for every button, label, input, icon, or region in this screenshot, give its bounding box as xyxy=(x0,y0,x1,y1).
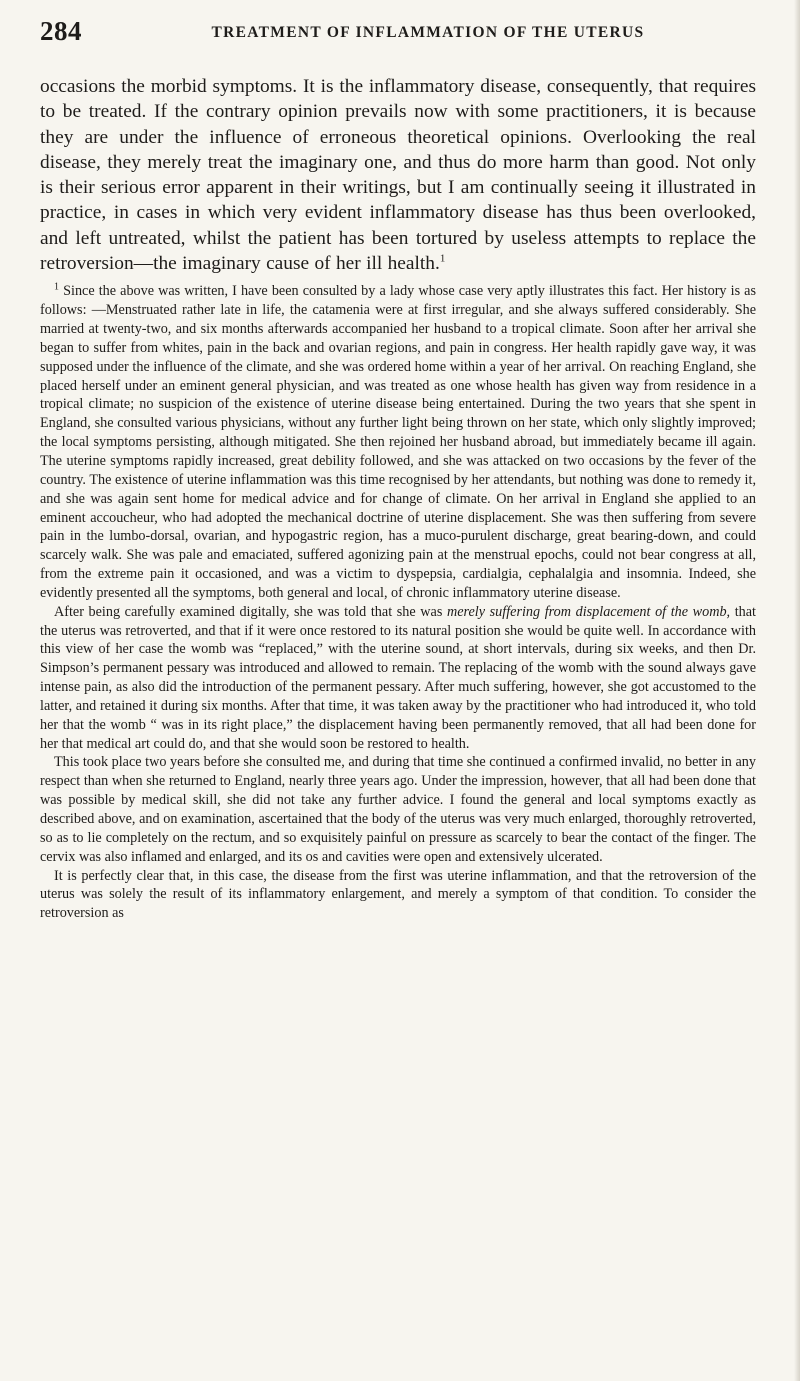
footnote-paragraph-2-end: that the uterus was retroverted, and that if it were once restored to its natural position she would be quite well. In accordance with this view of her case the womb was “replaced,” with the uterine sound, at short intervals, during six weeks, and then Dr. Simpson’s permanent pessary was introduced and allowed to remain. The replacing of the womb with the sound always gave intense pain, as also did the introduction of the permanent pessary. After much suffering, however, she got accustomed to the latter, and retained it during six months. After that time, it was taken away by the practitioner who had introduced it, who told her that the womb “ was in its right place,” the displacement having been permanently removed, that all had been done for her that medical art could do, and that she would soon be restored to health. xyxy=(40,603,756,752)
footnote-paragraph-2-italic: merely suffering from displacement of the womb, xyxy=(446,603,731,620)
page-number: 284 xyxy=(40,16,82,46)
footnote-reference: 1 xyxy=(439,252,446,265)
footnote-paragraph-2 xyxy=(40,603,756,754)
footnote-paragraph-4: It is perfectly clear that, in this case, the disease from the first was uterine inflammation, and that the retroversion of the uterus was solely the result of its inflammatory enlargement, and merely a symptom of that condition. To consider the retroversion as xyxy=(40,867,756,922)
footnote-paragraph-3: This took place two years before she consulted me, and during that time she continued a confirmed invalid, no better in any respect than when she returned to England, nearly three years ago. Under the impression, however, that all had been done that was possible by medical skill, she did not take any further advice. I found the general and local symptoms exactly as described above, and on examination, ascertained that the body of the uterus was very much enlarged, thoroughly retroverted, so as to lie completely on the rectum, and so exquisitely painful on pressure as scarcely to bear the contact of the finger. The cervix was also inflamed and enlarged, and its os and cavities were open and extensively ulcerated. xyxy=(40,754,756,865)
page-edge-shadow xyxy=(794,0,800,1381)
main-paragraph xyxy=(40,74,756,276)
running-title: TREATMENT OF INFLAMMATION OF THE UTERUS xyxy=(211,24,645,41)
footnote-marker: 1 xyxy=(54,281,59,293)
book-page xyxy=(40,14,756,923)
page-header xyxy=(40,14,756,60)
footnote-paragraph-1 xyxy=(40,282,756,602)
footnote-paragraph-1-text: Since the above was written, I have been consulted by a lady whose case very aptly illustrates this fact. Her history is as follows: —Menstruated rather late in life, the catamenia were at first irregular, and she always suffered considerably. She married at twenty-two, and six months afterwards accompanied her husband to a tropical climate. Soon after her arrival she began to suffer from whites, pain in the back and ovarian regions, and pain in congress. Her health rapidly gave way, it was supposed under the influence of the climate, and she was ordered home within a year of her arrival. On reaching England, she placed herself under an eminent general physician, and was treated as one whose health has given way from residence in a tropical climate; no suspicion of the existence of uterine disease being entertained. During the two years that she spent in England, she consulted various physicians, without any further light being thrown on her state, which only slightly improved; the local symptoms persisting, although mitigated. She then rejoined her husband abroad, but immediately became ill again. The uterine symptoms rapidly increased, great debility followed, and she was attacked on two occasions by the fever of the country. The existence of uterine inflammation was this time recognised by her attendants, but nothing was done to remedy it, and she was again sent home for medical advice and for change of climate. On her arrival in England she applied to an eminent accoucheur, who had adopted the mechanical doctrine of uterine displacement. She was then suffering from severe pain in the lumbo-dorsal, ovarian, and hypogastric region, has a muco-purulent discharge, great bearing-down, and could scarcely walk. She was pale and emaciated, suffered agonizing pain at the menstrual epochs, could not bear congress at all, from the extreme pain it occasioned, and was a victim to dyspepsia, cardialgia, cephalalgia and insomnia. Indeed, she evidently presented all the symptoms, both general and local, of chronic inflammatory uterine disease. xyxy=(40,283,756,601)
footnote-paragraph-2-start: After being carefully examined digitally, she was told that she was xyxy=(54,603,447,620)
footnote xyxy=(40,282,756,923)
main-paragraph-text: occasions the morbid symptoms. It is the inflammatory disease, consequently, that requires to be treated. If the contrary opinion prevails now with some practitioners, it is because they are under the influence of erroneous theoretical opinions. Overlooking the real disease, they merely treat the imaginary one, and thus do more harm than good. Not only is their serious error apparent in their writings, but I am continually seeing it illustrated in practice, in cases in which very evident inflammatory disease has thus been overlooked, and left untreated, whilst the patient has been tortured by useless attempts to replace the retroversion—the imaginary cause of her ill health. xyxy=(40,76,756,275)
